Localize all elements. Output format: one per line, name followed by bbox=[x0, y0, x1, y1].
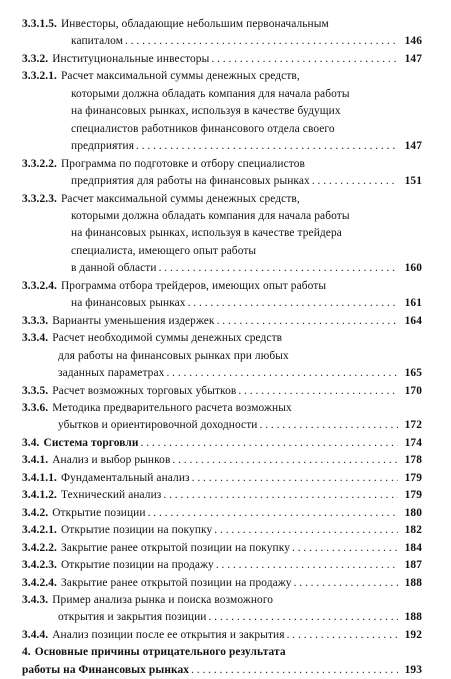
toc-page-number: 180 bbox=[404, 506, 422, 519]
toc-entry bbox=[22, 452, 422, 469]
toc-entry-title: Расчет максимальной суммы денежных средств, bbox=[60, 70, 300, 83]
toc-line bbox=[22, 208, 422, 225]
toc-entry-title: в данной области bbox=[71, 262, 157, 275]
toc-entry-number: 3.4.4. bbox=[22, 628, 49, 641]
toc-page-number: 165 bbox=[404, 367, 422, 380]
toc-line bbox=[22, 138, 422, 155]
toc-entry bbox=[22, 644, 422, 679]
toc-entry-title: Технический анализ bbox=[60, 489, 162, 502]
toc-page-number: 178 bbox=[404, 454, 422, 467]
toc-page-number: 170 bbox=[404, 384, 422, 397]
toc-entry bbox=[22, 383, 422, 400]
toc-entry-title: которыми должна обладать компания для начала работы bbox=[71, 87, 350, 100]
toc-leader-dots bbox=[192, 470, 398, 487]
toc-line bbox=[22, 505, 422, 522]
toc-entry-number: 3.4.1.2. bbox=[22, 489, 57, 502]
toc-page-number: 147 bbox=[404, 140, 422, 153]
table-of-contents bbox=[22, 16, 422, 679]
toc-entry-title: Расчет возможных торговых убытков bbox=[52, 384, 237, 397]
toc-entry bbox=[22, 487, 422, 504]
toc-entry-title: на финансовых рынках, используя в качестве будущих bbox=[71, 105, 341, 118]
toc-entry-number: 3.3.1.5. bbox=[22, 18, 57, 30]
toc-line bbox=[22, 557, 422, 574]
toc-entry bbox=[22, 156, 422, 191]
toc-page-number: 188 bbox=[404, 576, 422, 589]
toc-entry-title: на финансовых рынках bbox=[71, 297, 186, 310]
toc-line bbox=[22, 644, 422, 661]
toc-entry-number: 3.3.3. bbox=[22, 314, 49, 327]
toc-entry-number: 3.4.1. bbox=[22, 454, 49, 467]
toc-entry-title: на финансовых рынках, используя в качестве трейдера bbox=[71, 227, 342, 240]
toc-entry-title: заданных параметрах bbox=[58, 367, 165, 380]
toc-entry-title: специалистов работников финансового отдела своего bbox=[71, 122, 335, 135]
toc-entry-title: Анализ и выбор рынков bbox=[52, 454, 171, 467]
toc-line bbox=[22, 609, 422, 626]
toc-line bbox=[22, 400, 422, 417]
toc-entry bbox=[22, 627, 422, 644]
toc-entry-number: 3.3.4. bbox=[22, 332, 49, 345]
toc-entry bbox=[22, 557, 422, 574]
toc-page-number: 188 bbox=[404, 611, 422, 624]
toc-entry-title: Анализ позиции после ее открытия и закрытия bbox=[52, 628, 285, 641]
toc-entry-number: 3.3.2. bbox=[22, 52, 49, 65]
toc-page-number: 151 bbox=[404, 175, 422, 188]
toc-entry-number: 3.4.2.3. bbox=[22, 559, 57, 572]
toc-leader-dots bbox=[148, 505, 398, 522]
toc-entry bbox=[22, 592, 422, 627]
toc-entry bbox=[22, 505, 422, 522]
toc-entry-title: Институциональные инвесторы bbox=[52, 52, 210, 65]
toc-page-number: 174 bbox=[404, 436, 422, 449]
toc-line bbox=[22, 156, 422, 173]
toc-page-number: 160 bbox=[404, 262, 422, 275]
toc-leader-dots bbox=[136, 138, 398, 155]
toc-entry bbox=[22, 540, 422, 557]
toc-leader-dots bbox=[260, 417, 399, 434]
toc-entry bbox=[22, 400, 422, 435]
toc-line bbox=[22, 383, 422, 400]
toc-leader-dots bbox=[211, 51, 398, 68]
toc-entry bbox=[22, 470, 422, 487]
toc-line bbox=[22, 435, 422, 452]
toc-leader-dots bbox=[217, 313, 398, 330]
toc-entry bbox=[22, 51, 422, 68]
toc-entry-title: которыми должна обладать компания для начала работы bbox=[71, 209, 350, 222]
toc-leader-dots bbox=[166, 365, 398, 382]
toc-entry bbox=[22, 16, 422, 51]
toc-entry bbox=[22, 191, 422, 278]
toc-entry-title: Закрытие ранее открытой позиции на покупку bbox=[60, 541, 291, 554]
toc-page-number: 172 bbox=[404, 419, 422, 432]
toc-line bbox=[22, 173, 422, 190]
toc-line bbox=[22, 191, 422, 208]
toc-line bbox=[22, 121, 422, 138]
toc-line bbox=[22, 33, 422, 50]
toc-entry-title: Основные причины отрицательного результата bbox=[34, 646, 286, 659]
toc-entry-title: предприятия для работы на финансовых рынках bbox=[71, 175, 310, 188]
toc-leader-dots bbox=[188, 295, 398, 312]
toc-entry-title: специалиста, имеющего опыт работы bbox=[71, 244, 257, 257]
toc-entry bbox=[22, 330, 422, 382]
toc-entry-title: Открытие позиции на покупку bbox=[60, 524, 213, 537]
toc-entry-number: 3.4.1.1. bbox=[22, 471, 57, 484]
toc-leader-dots bbox=[312, 173, 398, 190]
toc-leader-dots bbox=[292, 540, 398, 557]
toc-entry bbox=[22, 575, 422, 592]
toc-entry bbox=[22, 68, 422, 155]
toc-entry bbox=[22, 522, 422, 539]
toc-entry-number: 3.3.6. bbox=[22, 401, 49, 414]
toc-line bbox=[22, 86, 422, 103]
toc-page-number: 182 bbox=[404, 524, 422, 537]
toc-line bbox=[22, 225, 422, 242]
toc-page-number: 187 bbox=[404, 559, 422, 572]
toc-leader-dots bbox=[141, 435, 398, 452]
toc-line bbox=[22, 260, 422, 277]
toc-entry-title: Открытие позиции на продажу bbox=[60, 559, 214, 572]
toc-page-number: 192 bbox=[404, 628, 422, 641]
toc-entry bbox=[22, 435, 422, 452]
toc-page-number: 193 bbox=[404, 663, 422, 676]
toc-leader-dots bbox=[208, 609, 398, 626]
toc-leader-dots bbox=[172, 452, 398, 469]
toc-line bbox=[22, 522, 422, 539]
toc-leader-dots bbox=[159, 260, 398, 277]
toc-entry-number: 3.3.5. bbox=[22, 384, 49, 397]
toc-line bbox=[22, 452, 422, 469]
toc-page-number: 161 bbox=[404, 297, 422, 310]
toc-entry-title: Программа по подготовке и отбору специалистов bbox=[60, 157, 305, 170]
toc-entry bbox=[22, 278, 422, 313]
toc-line bbox=[22, 348, 422, 365]
toc-entry-title: Пример анализа рынка и поиска возможного bbox=[52, 593, 274, 606]
toc-leader-dots bbox=[163, 487, 398, 504]
toc-entry-title: работы на Финансовых рынках bbox=[22, 663, 190, 676]
toc-entry-title: Расчет необходимой суммы денежных средств bbox=[52, 332, 283, 345]
toc-page-number: 147 bbox=[404, 52, 422, 65]
toc-line bbox=[22, 68, 422, 85]
toc-entry-title: Закрытие ранее открытой позиции на продажу bbox=[60, 576, 292, 589]
toc-line bbox=[22, 417, 422, 434]
toc-entry-number: 3.3.2.2. bbox=[22, 157, 57, 170]
toc-entry-title: Система торговли bbox=[43, 436, 139, 449]
toc-entry-number: 3.4.2.4. bbox=[22, 576, 57, 589]
toc-entry-title: для работы на финансовых рынках при любых bbox=[58, 349, 289, 362]
toc-entry-number: 4. bbox=[22, 646, 31, 659]
toc-entry-title: предприятия bbox=[71, 140, 135, 153]
toc-line bbox=[22, 16, 422, 33]
toc-page-number: 164 bbox=[404, 314, 422, 327]
toc-entry-number: 3.4.2.2. bbox=[22, 541, 57, 554]
toc-leader-dots bbox=[238, 383, 398, 400]
toc-leader-dots bbox=[191, 662, 398, 679]
toc-entry-number: 3.4.3. bbox=[22, 593, 49, 606]
toc-line bbox=[22, 627, 422, 644]
toc-leader-dots bbox=[287, 627, 398, 644]
toc-line bbox=[22, 540, 422, 557]
toc-entry-title: Программа отбора трейдеров, имеющих опыт работы bbox=[60, 279, 327, 292]
toc-entry-title: Открытие позиции bbox=[52, 506, 146, 519]
toc-entry-title: капиталом bbox=[71, 35, 124, 48]
toc-entry-title: убытков и ориентировочной доходности bbox=[58, 419, 258, 432]
toc-entry-number: 3.4. bbox=[22, 436, 40, 449]
toc-line bbox=[22, 313, 422, 330]
toc-leader-dots bbox=[294, 575, 398, 592]
toc-line bbox=[22, 470, 422, 487]
toc-page-number: 179 bbox=[404, 471, 422, 484]
toc-entry-title: открытия и закрытия позиции bbox=[58, 611, 207, 624]
toc-line bbox=[22, 330, 422, 347]
toc-page-number: 179 bbox=[404, 489, 422, 502]
toc-entry-number: 3.3.2.1. bbox=[22, 70, 57, 83]
toc-entry-number: 3.3.2.3. bbox=[22, 192, 57, 205]
toc-entry-title: Варианты уменьшения издержек bbox=[52, 314, 215, 327]
toc-line bbox=[22, 365, 422, 382]
toc-entry-title: Фундаментальный анализ bbox=[60, 471, 190, 484]
toc-line bbox=[22, 592, 422, 609]
toc-entry-number: 3.4.2. bbox=[22, 506, 49, 519]
toc-leader-dots bbox=[216, 557, 398, 574]
toc-line bbox=[22, 51, 422, 68]
toc-line bbox=[22, 295, 422, 312]
toc-line bbox=[22, 243, 422, 260]
toc-entry-number: 3.3.2.4. bbox=[22, 279, 57, 292]
toc-leader-dots bbox=[214, 522, 398, 539]
toc-leader-dots bbox=[125, 33, 398, 50]
toc-entry-title: Расчет максимальной суммы денежных средств, bbox=[60, 192, 300, 205]
toc-page-number: 184 bbox=[404, 541, 422, 554]
toc-line bbox=[22, 575, 422, 592]
toc-line bbox=[22, 662, 422, 679]
toc-line bbox=[22, 487, 422, 504]
toc-line bbox=[22, 103, 422, 120]
toc-line bbox=[22, 278, 422, 295]
toc-entry-number: 3.4.2.1. bbox=[22, 524, 57, 537]
toc-entry bbox=[22, 313, 422, 330]
toc-page-number: 146 bbox=[404, 35, 422, 48]
toc-entry-title: Методика предварительного расчета возможных bbox=[52, 401, 292, 414]
toc-entry-title: Инвесторы, обладающие небольшим первоначальным bbox=[60, 18, 329, 30]
